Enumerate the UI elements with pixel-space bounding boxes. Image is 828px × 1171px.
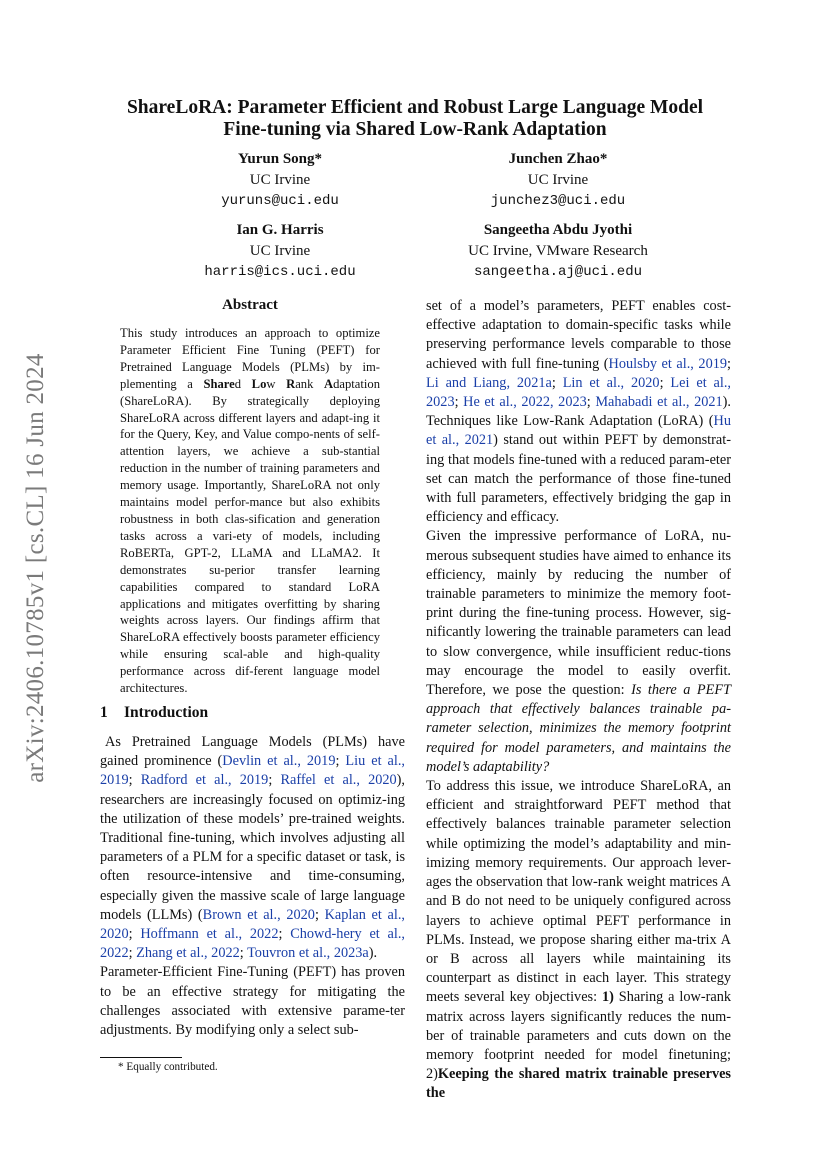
citation-link[interactable]: Touvron et al., [247, 945, 331, 962]
citation-link[interactable]: Mahabadi et al., 2021 [595, 394, 723, 411]
citation-link[interactable]: Zhang et al., 2022 [136, 945, 240, 962]
citation-link[interactable]: 2023 [426, 394, 455, 411]
abstract-text: This study introduces an approach to optimize Parameter Efficient Fine Tuning (PEFT) for Pretrained Language Models (PLMs) by im- plementing a Shared Low Rank Adaptation (ShareLoRA). By strategically deploying ShareLoRA across different layers and adapt-ing it for the Query, Key, and Value compo-nents of self-attention layers, we achieve a sub-stantial reduction in the number of training parameters and memory usage. Importantly, ShareLoRA not only maintains model perfor-mance but also exhibits robustness in both clas-sification and generation tasks across a vari-ety of models, including RoBERTa, GPT-2, LLaMA and LLaMA2. It demonstrates su-perior transfer learning capabilities compared to standard LoRA applications and mitigates overfitting by sharing weights across layers. Our findings affirm that ShareLoRA effectively boosts parameter efficiency while ensuring scal-able and high-quality performance across dif-ferent language model architectures. [120, 326, 381, 696]
footnote-rule [100, 1057, 182, 1058]
citation-link[interactable]: Lin et al., 2020 [562, 374, 660, 391]
citation-link[interactable]: hery et al., 2022 [100, 926, 405, 962]
citation-link[interactable]: Houlsby et al., 2019 [608, 355, 728, 372]
citation-link[interactable]: Brown et al., 2020 [202, 906, 315, 923]
citation-link[interactable]: Raffel et al., 2020 [280, 772, 397, 789]
paper-title: ShareLoRA: Parameter Efficient and Robust Large Language Model Fine-tuning via Shared Low-Rank Adaptation [126, 97, 704, 140]
abstract-heading: Abstract [222, 297, 278, 313]
arxiv-side-label: arXiv:2406.10785v1 [cs.CL] 16 Jun 2024 [22, 353, 49, 783]
right-column-body: set of a model’s parameters, PEFT enables cost- effective adaptation to domain-specific tasks while preserving performance levels comparable to those achieved with full fine-tuning (Houlsby et al., 2019; Li and Liang, 2021a; Lin et al., 2020; Lei et al., 2023; He et al., 2022, 2023; Mahabadi et al., 2021). Techniques like Low-Rank Adaptation (LoRA) (Hu et al., 2021) stand out within PEFT by demonstrat- ing that models fine-tuned with a reduced param-eter set can match the performance of those fine-tuned with full parameters, effectively bridging the gap in efficiency and efficacy. Given the impressive performance of LoRA, nu- merous subsequent studies have aimed to enhance its efficiency, mainly by reducing the number of trainable parameters to minimize the memory foot-print during the fine-tuning process. However, sig-nificantly lowering the trainable parameters can lead to slow convergence, while insufficient reduc-tions may encourage the model to easily overfit. Therefore, we pose the question: Is there a PEFT approach that effectively balances trainable pa-rameter selection, minimizes the memory footprint required for model parameters, and maintains the model’s adaptability? To address this issue, we introduce ShareLoRA, an efficient and straightforward PEFT method that effectively balances trainable parameter selection while optimizing the model’s adaptability and min-imizing memory requirements. Our approach lever-ages the observation that low-rank weight matrices A and B do not need to be uniquely configured across layers to achieve optimal PEFT performance in PLMs. Instead, we propose sharing either ma-trix A or B across all layers while maintaining its counterpart as distinct in each layer. This strategy meets several key objectives: 1) Sharing a low-rank matrix across layers significantly reduces the num-ber of trainable parameters and cuts down on the memory footprint needed for model finetuning; 2)Keeping the shared matrix trainable preserves the [426, 298, 732, 1102]
author-1: Yurun Song* UC Irvine yuruns@uci.edu [221, 151, 339, 209]
author-2: Junchen Zhao* UC Irvine junchez3@uci.edu [490, 151, 626, 209]
citation-link[interactable]: Hoffmann et al., 2022 [140, 926, 279, 943]
author-4: Sangeetha Abdu Jyothi UC Irvine, VMware Research sangeetha.aj@uci.edu [468, 222, 648, 280]
citation-link[interactable]: Kaplan et al., 2020 [100, 906, 406, 943]
left-column-body: As Pretrained Language Models (PLMs) have gained prominence (Devlin et al., 2019; Liu et al., 2019; Radford et al., 2019; Raffel et al., 2020), researchers are increasingly focused on optimiz-ing the utilization of these models’ pre-trained weights. Traditional fine-tuning, which involves adjusting all parameters of a PLM for a specific dataset or task, is often resource-intensive and time-consuming, especially given the massive scale of large language models (LLMs) (Brown et al., 2020; Kaplan et al., 2020; Hoffmann et al., 2022; Chowd-hery et al., 2022; Zhang et al., 2022; Touvron et al., 2023a). Parameter-Efficient Fine-Tuning (PEFT) has proven to be an effective strategy for mitigating the challenges associated with extensive parame-ter adjustments. By modifying only a select sub- [100, 734, 406, 1039]
section-heading-introduction: 1 Introduction [100, 704, 209, 721]
citation-link[interactable]: Li and Liang, 2021a [426, 374, 552, 391]
citation-link[interactable]: Hu [713, 413, 731, 430]
author-3: Ian G. Harris UC Irvine harris@ics.uci.edu [204, 222, 356, 280]
citation-link[interactable]: Lei et al., [670, 374, 732, 391]
citation-link[interactable]: 2023a [333, 945, 369, 962]
footnote: * Equally contributed. [118, 1061, 218, 1073]
citation-link[interactable]: He et al., 2022, 2023 [463, 394, 587, 411]
citation-link[interactable]: Chowd- [290, 926, 337, 943]
citation-link[interactable]: Radford et al., 2019 [140, 772, 269, 789]
citation-link[interactable]: et al., 2021 [426, 432, 494, 449]
citation-link[interactable]: Liu et al., [345, 753, 405, 770]
citation-link[interactable]: 2019 [100, 772, 129, 789]
citation-link[interactable]: Devlin et al., 2019 [222, 753, 336, 770]
